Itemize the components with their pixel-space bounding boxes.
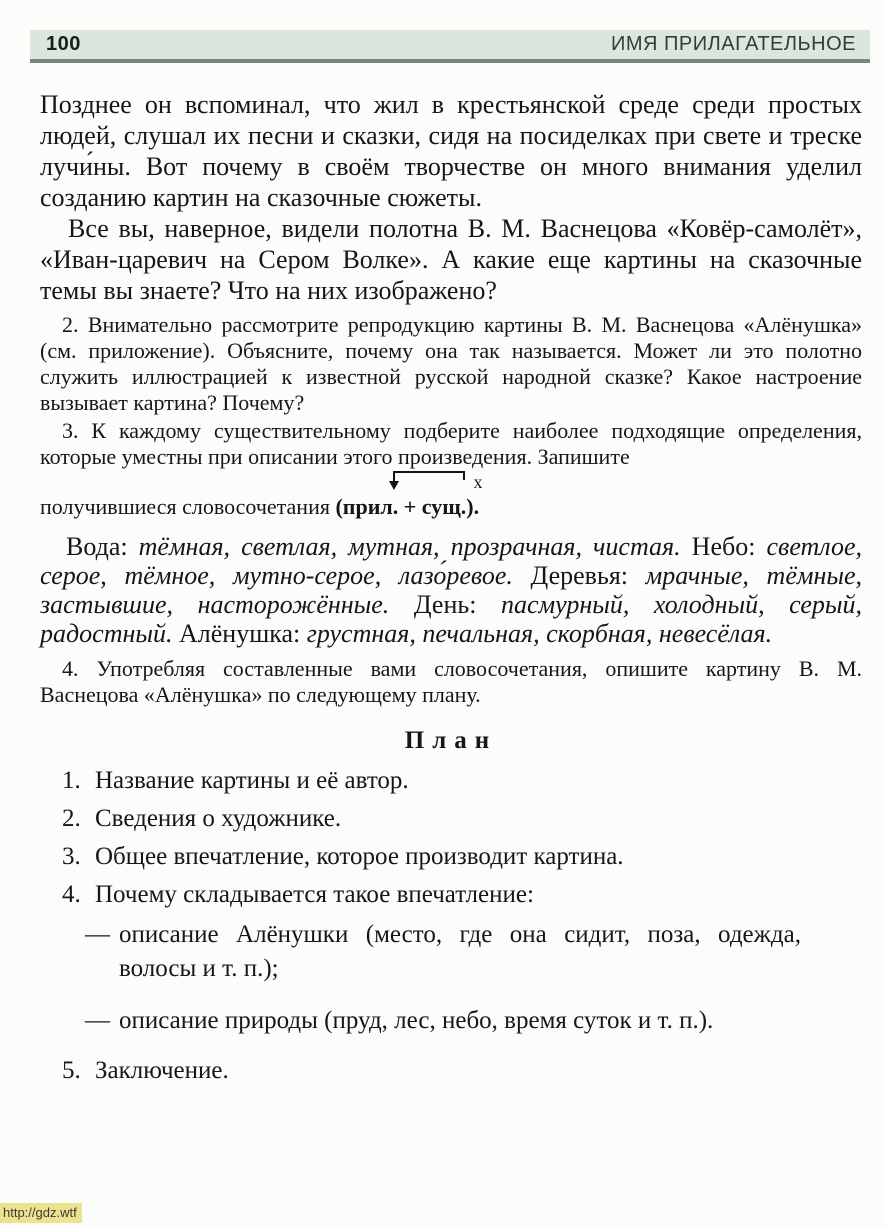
plan-item-4 (62, 880, 862, 910)
plan-item-4-text: Почему складывается такое впечатление: (95, 881, 534, 908)
plan-item-1-number: 1. (62, 767, 81, 794)
exercise-3-tail-text: получившиеся словосочетания (40, 494, 336, 519)
exercise-4 (40, 656, 862, 708)
plan-list (40, 766, 862, 1086)
vocab-adjectives-water: тёмная, светлая, мутная, прозрачная, чистая. (138, 532, 692, 561)
page-number: 100 (46, 33, 81, 55)
vocab-category-trees: Деревья: (530, 561, 646, 590)
phrase-formula (335, 472, 483, 519)
plan-item-2-number: 2. (62, 805, 81, 832)
dependency-arrow-icon (393, 471, 483, 492)
exercise-3-text: К каждому существительному подберите наиболее подходящие определения, которые уместны при описании этого произведения. Запишите (40, 418, 862, 469)
plan-subitem-1 (85, 918, 801, 986)
plan-item-3-text: Общее впечатление, которое производит картина. (95, 843, 624, 870)
plan-item-5-number: 5. (62, 1057, 81, 1084)
vocab-adjectives-alyonushka: грустная, печальная, скорбная, невесёлая. (306, 619, 773, 648)
vocab-category-sky: Небо: (691, 532, 767, 561)
watermark-url: http://gdz.wtf (0, 1203, 82, 1223)
exercise-4-text: Употребляя составленные вами словосочетания, опишите картину В. М. Васнецова «Алёнушка» по следующему плану. (40, 656, 863, 707)
plan-item-4-number: 4. (62, 881, 81, 908)
head-word-marker: х (473, 472, 483, 492)
vocab-adjectives-sky: светлое, серое, тёмное, мутно-серое, лазо́ревое. (40, 532, 862, 590)
phrase-formula-text: (прил. + сущ.). (335, 494, 480, 519)
vocab-category-alyonushka: Алёнушка: (178, 619, 307, 648)
vocab-adjectives-trees: мрачные, тёмные, застывшие, насторожённые. (40, 561, 862, 619)
plan-item-1 (62, 766, 862, 796)
intro-paragraph-2 (40, 213, 862, 306)
intro-paragraph-2-text: Все вы, наверное, видели полотна В. М. Васнецова «Ковёр-самолёт», «Иван-царевич на Сером Волке». А какие еще картины на сказочные темы вы знаете? Что на них изображено? (40, 214, 862, 305)
page-content (0, 63, 886, 1094)
exercise-3 (40, 418, 862, 470)
plan-heading: План (404, 727, 498, 754)
exercise-2-number: 2. (62, 312, 79, 337)
vocab-adjectives-day: пасмурный, холодный, серый, радостный. (40, 590, 862, 648)
page-header-bar (30, 30, 870, 63)
exercise-4-number: 4. (62, 656, 79, 681)
plan-item-5 (62, 1056, 862, 1086)
plan-item-2 (62, 804, 862, 834)
plan-subitem-2 (85, 1004, 801, 1038)
exercise-3-number: 3. (62, 418, 79, 443)
vocabulary-paragraph (40, 532, 862, 648)
intro-paragraph-1 (40, 89, 862, 213)
section-title: ИМЯ ПРИЛАГАТЕЛЬНОЕ (610, 33, 856, 55)
vocab-category-water: Вода: (66, 532, 139, 561)
plan-item-3 (62, 842, 862, 872)
intro-paragraph-1-text: Позднее он вспоминал, что жил в крестьянской среде среди простых людей, слушал их песни и сказки, сидя на посиделках при свете и треске лучи́ны. Вот почему в своём творчестве он много внимания уделил созданию картин на сказочные сюжеты. (40, 90, 862, 212)
plan-item-2-text: Сведения о художнике. (95, 805, 342, 832)
dash-marker: — (85, 1007, 110, 1034)
exercise-2-text: Внимательно рассмотрите репродукцию картины В. М. Васнецова «Алёнушка» (см. приложение). Объясните, почему она так называется. Может ли это полотно служить иллюстрацией к известной русской народной сказке? Какое настроение вызывает картина? Почему? (40, 312, 863, 415)
plan-item-1-text: Название картины и её автор. (95, 767, 409, 794)
plan-item-5-text: Заключение. (95, 1057, 229, 1084)
plan-item-3-number: 3. (62, 843, 81, 870)
vocab-category-day: День: (413, 590, 501, 619)
dash-marker: — (85, 921, 110, 948)
plan-subitem-1-text: описание Алёнушки (место, где она сидит, поза, одежда, волосы и т. п.); (119, 921, 801, 982)
exercise-3-scheme-line (40, 470, 862, 520)
plan-subitem-2-text: описание природы (пруд, лес, небо, время суток и т. п.). (119, 1007, 714, 1034)
exercise-2 (40, 312, 862, 416)
